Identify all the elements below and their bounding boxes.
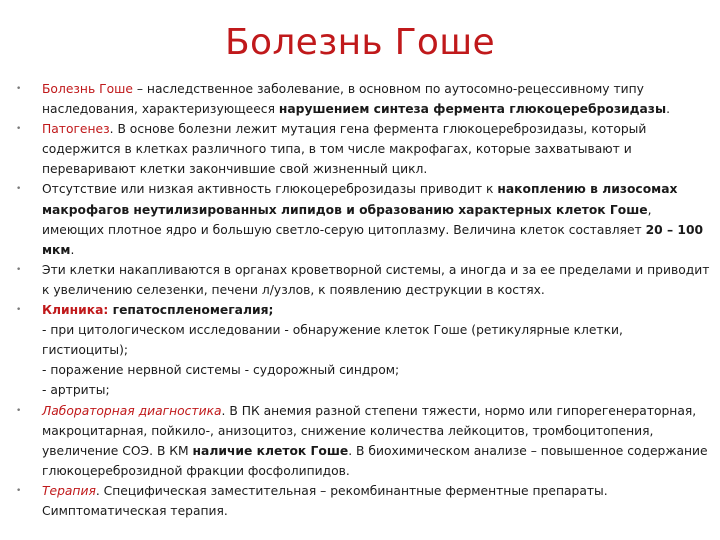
bullet-lab — [16, 401, 710, 481]
definition-end: . — [666, 102, 670, 117]
bullet-therapy — [16, 481, 710, 521]
bullet-icon: • — [16, 485, 22, 496]
organs-text: Эти клетки накапливаются в органах кроветворной системы, а иногда и за ее пределами и приводит к увеличению селезенки, печени л/узлов, к появлению деструкции в костях. — [42, 262, 710, 297]
term-therapy: Терапия — [42, 483, 96, 498]
therapy-text: . Специфическая заместительная – рекомбинантные ферментные препараты. Симптоматическая терапия. — [42, 483, 608, 518]
lab-text: . В ПК анемия разной степени тяжести, нормо или гипорегенераторная, макроцитарная, пойкило-, анизоцитоз, снижение количества лейкоцитов, тромбоцитопения, увеличение СОЭ. В КМ — [42, 403, 697, 458]
bullet-icon: • — [16, 184, 22, 195]
clinic-line-3: - артриты; — [42, 383, 110, 398]
accumulation-bold: накоплению в лизосомах макрофагов неутилизированных липидов и образованию характерных клеток Гоше — [42, 182, 678, 217]
cell-size: 20 – 100 мкм — [42, 222, 704, 257]
bullet-icon: • — [16, 264, 22, 275]
bullet-organs — [16, 260, 710, 300]
accumulation-end: . — [70, 242, 75, 257]
bullet-icon: • — [16, 405, 22, 416]
pathogenesis-text: . В основе болезни лежит мутация гена фермента глюкоцереброзидазы, который содержится в клетках различного типа, в том числе макрофагах, которые захватывают и переваривают клетки закончившие свой жизненный цикл. — [42, 122, 647, 177]
term-gaucher: Болезнь Гоше — [42, 82, 133, 96]
definition-text: – наследственное заболевание, в основном по аутосомно-рецессивному типу наследования, характеризующееся — [42, 82, 644, 117]
bullet-icon: • — [16, 124, 22, 135]
lab-text-2: . В биохимическом анализе – повышенное содержание глюкоцереброзидной фракции фосфолипидов. — [42, 443, 708, 478]
bullet-icon: • — [16, 84, 22, 94]
clinic-line-2: - поражение нервной системы - судорожный синдром; — [42, 363, 400, 378]
accumulation-text: Отсутствие или низкая активность глюкоцереброзидазы приводит к — [42, 182, 498, 197]
accumulation-text-2: , имеющих плотное ядро и большую светло-серую цитоплазму. Величина клеток составляет — [42, 202, 652, 237]
bullet-clinic — [16, 300, 710, 400]
clinic-line-1: - при цитологическом исследовании - обнаружение клеток Гоше (ретикулярные клетки, гистиоциты); — [42, 323, 623, 358]
definition-bold: нарушением синтеза фермента глюкоцереброзидазы — [278, 102, 667, 117]
bullet-accumulation — [16, 179, 710, 259]
clinic-bold: гепатоспленомегалия; — [108, 303, 274, 318]
slide-title: Болезнь Гоше — [225, 22, 495, 63]
term-clinic: Клиника: — [42, 303, 109, 318]
bullet-definition — [16, 79, 710, 119]
bullet-list — [16, 79, 710, 521]
term-lab: Лабораторная диагностика — [42, 403, 222, 418]
term-pathogenesis: Патогенез — [42, 122, 110, 137]
lab-bold: наличие клеток Гоше — [192, 443, 349, 458]
bullet-icon: • — [16, 305, 22, 316]
bullet-pathogenesis — [16, 119, 710, 179]
